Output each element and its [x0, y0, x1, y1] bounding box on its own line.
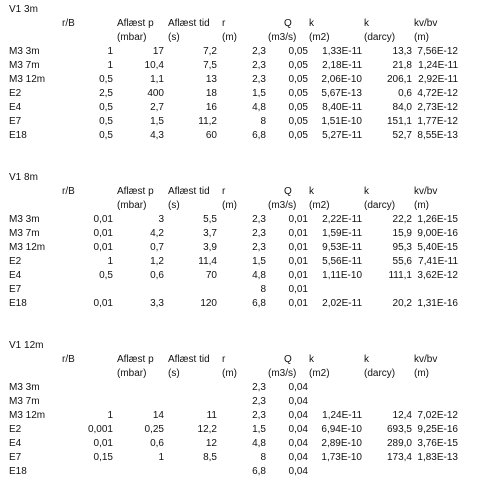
header-kv: kv/bv	[414, 186, 438, 197]
cell-p: 3,3	[150, 298, 164, 309]
cell-kv: 1,77E-12	[417, 116, 458, 127]
cell-p: 1	[158, 452, 164, 463]
row-label: E18	[9, 130, 27, 141]
cell-q: 0,04	[288, 466, 308, 477]
cell-k-darcy: 22,2	[392, 214, 412, 225]
cell-p: 0,25	[144, 424, 164, 435]
row-label: M3 3m	[9, 382, 40, 393]
cell-p: 400	[147, 88, 164, 99]
cell-q: 0,05	[288, 88, 308, 99]
unit-p: (mbar)	[117, 200, 147, 211]
cell-tid: 11	[206, 410, 217, 421]
header-rb: r/B	[62, 18, 75, 29]
cell-k-darcy: 289,0	[386, 438, 412, 449]
cell-q: 0,01	[288, 284, 308, 295]
cell-r: 1,5	[252, 256, 266, 267]
cell-r: 6,8	[252, 130, 266, 141]
table-row	[0, 465, 495, 479]
cell-r: 4,8	[252, 102, 266, 113]
unit-k: (m2)	[309, 32, 330, 43]
table-row	[0, 59, 495, 73]
cell-k: 5,67E-13	[321, 88, 362, 99]
cell-rb: 0,01	[93, 214, 113, 225]
unit-tid: (s)	[168, 200, 180, 211]
table-row	[0, 87, 495, 101]
cell-q: 0,01	[288, 256, 308, 267]
cell-k: 6,94E-10	[321, 424, 362, 435]
table-row	[0, 101, 495, 115]
table-row	[0, 409, 495, 423]
cell-r: 2,3	[252, 242, 266, 253]
header-rb: r/B	[62, 354, 75, 365]
row-label: M3 12m	[9, 242, 46, 253]
cell-kv: 1,31E-16	[417, 298, 458, 309]
cell-tid: 7,2	[203, 46, 217, 57]
cell-k: 1,24E-11	[322, 410, 362, 421]
cell-rb: 0,01	[93, 242, 113, 253]
cell-r: 4,8	[252, 438, 266, 449]
cell-k-darcy: 84,0	[392, 102, 412, 113]
cell-rb: 0,001	[87, 424, 113, 435]
header-tid: Aflæst tid	[168, 18, 210, 29]
row-label: E4	[9, 102, 22, 113]
cell-p: 0,6	[150, 270, 164, 281]
cell-rb: 0,15	[93, 452, 113, 463]
row-label: E4	[9, 270, 22, 281]
cell-k-darcy: 20,2	[392, 298, 412, 309]
cell-tid: 3,7	[203, 228, 217, 239]
row-label: E7	[9, 452, 22, 463]
cell-k: 2,02E-11	[322, 298, 362, 309]
cell-q: 0,05	[288, 116, 308, 127]
cell-kv: 8,55E-13	[417, 130, 458, 141]
cell-kv: 3,76E-15	[417, 438, 458, 449]
cell-kv: 1,24E-11	[418, 60, 458, 71]
table-v1-8m	[0, 171, 495, 311]
row-label: M3 7m	[9, 60, 40, 71]
unit-kv: (m)	[414, 32, 429, 43]
cell-kv: 4,72E-12	[417, 88, 458, 99]
cell-r: 2,3	[252, 396, 266, 407]
cell-k-darcy: 0,6	[398, 88, 412, 99]
cell-q: 0,04	[288, 438, 308, 449]
cell-rb: 0,01	[93, 228, 113, 239]
header-kv: kv/bv	[414, 18, 438, 29]
row-label: E4	[9, 438, 22, 449]
cell-kv: 1,26E-15	[417, 214, 458, 225]
cell-rb: 0,5	[99, 270, 113, 281]
row-label: M3 3m	[9, 46, 40, 57]
unit-q: (m3/s)	[268, 32, 297, 43]
cell-k-darcy: 173,4	[386, 452, 412, 463]
cell-rb: 1	[107, 410, 113, 421]
cell-tid: 11,2	[198, 116, 217, 127]
unit-kv: (m)	[414, 200, 429, 211]
cell-k: 2,22E-11	[322, 214, 362, 225]
table-row	[0, 213, 495, 227]
row-label: E18	[9, 466, 27, 477]
cell-p: 0,7	[150, 242, 164, 253]
row-label: M3 3m	[9, 214, 40, 225]
unit-q: (m3/s)	[268, 200, 297, 211]
row-label: E2	[9, 424, 22, 435]
row-label: M3 12m	[9, 410, 46, 421]
unit-kv: (m)	[414, 368, 429, 379]
cell-p: 3	[158, 214, 164, 225]
unit-tid: (s)	[168, 32, 180, 43]
cell-k-darcy: 693,5	[386, 424, 412, 435]
row-label: E18	[9, 298, 27, 309]
cell-rb: 0,5	[99, 74, 113, 85]
header-p: Aflæst p	[117, 186, 154, 197]
unit-k: (m2)	[309, 368, 330, 379]
unit-kd: (darcy)	[364, 368, 396, 379]
cell-k: 2,06E-10	[321, 74, 362, 85]
cell-p: 4,2	[150, 228, 164, 239]
cell-tid: 3,9	[203, 242, 217, 253]
unit-tid: (s)	[168, 368, 180, 379]
cell-kv: 2,92E-11	[418, 74, 458, 85]
cell-kv: 7,02E-12	[417, 410, 458, 421]
cell-q: 0,01	[288, 298, 308, 309]
unit-k: (m2)	[309, 200, 330, 211]
table-row	[0, 283, 495, 297]
cell-r: 2,3	[252, 410, 266, 421]
cell-tid: 11,4	[198, 256, 217, 267]
cell-tid: 70	[205, 270, 217, 281]
cell-r: 6,8	[252, 298, 266, 309]
row-label: E2	[9, 88, 22, 99]
header-q: Q	[284, 354, 292, 365]
header-tid: Aflæst tid	[168, 354, 210, 365]
cell-tid: 120	[200, 298, 217, 309]
cell-rb: 1	[107, 46, 113, 57]
table-v1-12m	[0, 339, 495, 479]
cell-tid: 12	[205, 438, 217, 449]
cell-rb: 1	[107, 256, 113, 267]
cell-rb: 0,5	[99, 130, 113, 141]
header-kv: kv/bv	[414, 354, 438, 365]
cell-r: 2,3	[252, 74, 266, 85]
cell-q: 0,05	[288, 46, 308, 57]
header-k: k	[309, 354, 314, 365]
table-row	[0, 451, 495, 465]
table-row	[0, 269, 495, 283]
cell-p: 10,4	[144, 60, 164, 71]
cell-kv: 2,73E-12	[417, 102, 458, 113]
table-row	[0, 423, 495, 437]
header-k-darcy: k	[364, 18, 369, 29]
cell-k: 2,18E-11	[322, 60, 362, 71]
cell-k: 1,73E-10	[321, 452, 362, 463]
cell-k-darcy: 21,8	[392, 60, 412, 71]
cell-kv: 9,00E-16	[417, 228, 458, 239]
header-q: Q	[284, 18, 292, 29]
header-tid: Aflæst tid	[168, 186, 210, 197]
table-row	[0, 73, 495, 87]
cell-k-darcy: 52,7	[392, 130, 412, 141]
cell-rb: 0,01	[93, 298, 113, 309]
cell-k-darcy: 15,9	[392, 228, 412, 239]
header-rb: r/B	[62, 186, 75, 197]
cell-k-darcy: 206,1	[386, 74, 412, 85]
cell-q: 0,04	[288, 452, 308, 463]
cell-tid: 13	[205, 74, 217, 85]
header-k: k	[309, 18, 314, 29]
cell-tid: 18	[205, 88, 217, 99]
cell-kv: 3,62E-12	[417, 270, 458, 281]
row-label: E2	[9, 256, 22, 267]
cell-k: 5,27E-11	[322, 130, 362, 141]
cell-kv: 7,56E-12	[417, 46, 458, 57]
cell-r: 4,8	[252, 270, 266, 281]
table-title: V1 8m	[9, 172, 38, 183]
cell-rb: 0,5	[99, 116, 113, 127]
cell-q: 0,05	[288, 60, 308, 71]
header-k-darcy: k	[364, 186, 369, 197]
cell-p: 1,1	[150, 74, 164, 85]
cell-r: 1,5	[252, 88, 266, 99]
cell-q: 0,01	[288, 228, 308, 239]
cell-p: 1,2	[150, 256, 164, 267]
table-row	[0, 45, 495, 59]
cell-rb: 0,5	[99, 102, 113, 113]
cell-tid: 60	[205, 130, 217, 141]
cell-p: 17	[152, 46, 164, 57]
unit-kd: (darcy)	[364, 200, 396, 211]
cell-r: 8	[260, 116, 266, 127]
cell-q: 0,05	[288, 102, 308, 113]
cell-k-darcy: 55,6	[392, 256, 412, 267]
table-row	[0, 227, 495, 241]
cell-q: 0,04	[288, 410, 308, 421]
header-r: r	[222, 186, 226, 197]
header-r: r	[222, 18, 226, 29]
cell-q: 0,04	[288, 396, 308, 407]
table-row	[0, 381, 495, 395]
cell-k-darcy: 95,3	[392, 242, 412, 253]
cell-q: 0,04	[288, 424, 308, 435]
cell-r: 2,3	[252, 382, 266, 393]
cell-kv: 9,25E-16	[417, 424, 458, 435]
header-q: Q	[284, 186, 292, 197]
unit-p: (mbar)	[117, 32, 147, 43]
cell-q: 0,01	[288, 242, 308, 253]
cell-r: 8	[260, 284, 266, 295]
cell-k-darcy: 151,1	[386, 116, 412, 127]
table-v1-3m	[0, 3, 495, 143]
cell-tid: 8,5	[203, 452, 217, 463]
cell-k: 1,33E-11	[322, 46, 362, 57]
unit-p: (mbar)	[117, 368, 147, 379]
row-label: M3 7m	[9, 396, 40, 407]
cell-k-darcy: 12,4	[392, 410, 412, 421]
cell-k: 9,53E-11	[322, 242, 362, 253]
cell-tid: 12,2	[197, 424, 217, 435]
cell-kv: 7,41E-11	[418, 256, 458, 267]
table-row	[0, 129, 495, 143]
cell-r: 1,5	[252, 424, 266, 435]
cell-k: 5,56E-11	[322, 256, 362, 267]
cell-tid: 16	[205, 102, 217, 113]
table-row	[0, 241, 495, 255]
cell-k: 1,59E-11	[322, 228, 362, 239]
header-k: k	[309, 186, 314, 197]
cell-q: 0,04	[288, 382, 308, 393]
cell-r: 8	[260, 452, 266, 463]
cell-p: 2,7	[150, 102, 164, 113]
row-label: M3 7m	[9, 228, 40, 239]
cell-p: 1,5	[150, 116, 164, 127]
cell-rb: 0,01	[93, 438, 113, 449]
cell-rb: 1	[107, 60, 113, 71]
row-label: M3 12m	[9, 74, 46, 85]
row-label: E7	[9, 116, 22, 127]
table-row	[0, 437, 495, 451]
cell-r: 2,3	[252, 60, 266, 71]
cell-q: 0,05	[288, 74, 308, 85]
header-p: Aflæst p	[117, 18, 154, 29]
header-k-darcy: k	[364, 354, 369, 365]
cell-k-darcy: 13,3	[392, 46, 412, 57]
cell-r: 2,3	[252, 228, 266, 239]
cell-p: 4,3	[150, 130, 164, 141]
cell-kv: 1,83E-13	[417, 452, 458, 463]
table-row	[0, 255, 495, 269]
table-row	[0, 395, 495, 409]
header-r: r	[222, 354, 226, 365]
cell-k-darcy: 111,1	[388, 270, 412, 281]
table-title: V1 3m	[9, 4, 38, 15]
cell-tid: 7,5	[203, 60, 217, 71]
cell-kv: 5,40E-15	[417, 242, 458, 253]
header-p: Aflæst p	[117, 354, 154, 365]
cell-k: 1,51E-10	[321, 116, 362, 127]
cell-q: 0,01	[288, 270, 308, 281]
unit-r: (m)	[222, 200, 237, 211]
unit-r: (m)	[222, 368, 237, 379]
cell-q: 0,05	[288, 130, 308, 141]
table-row	[0, 115, 495, 129]
table-title: V1 12m	[9, 340, 44, 351]
cell-k: 2,89E-10	[321, 438, 362, 449]
table-row	[0, 297, 495, 311]
cell-k: 1,11E-10	[322, 270, 362, 281]
cell-k: 8,40E-11	[322, 102, 362, 113]
cell-r: 2,3	[252, 214, 266, 225]
cell-q: 0,01	[288, 214, 308, 225]
cell-tid: 5,5	[203, 214, 217, 225]
cell-r: 6,8	[252, 466, 266, 477]
row-label: E7	[9, 284, 22, 295]
unit-q: (m3/s)	[268, 368, 297, 379]
cell-rb: 2,5	[99, 88, 113, 99]
cell-p: 0,6	[150, 438, 164, 449]
cell-r: 2,3	[252, 46, 266, 57]
cell-p: 14	[152, 410, 164, 421]
unit-r: (m)	[222, 32, 237, 43]
unit-kd: (darcy)	[364, 32, 396, 43]
